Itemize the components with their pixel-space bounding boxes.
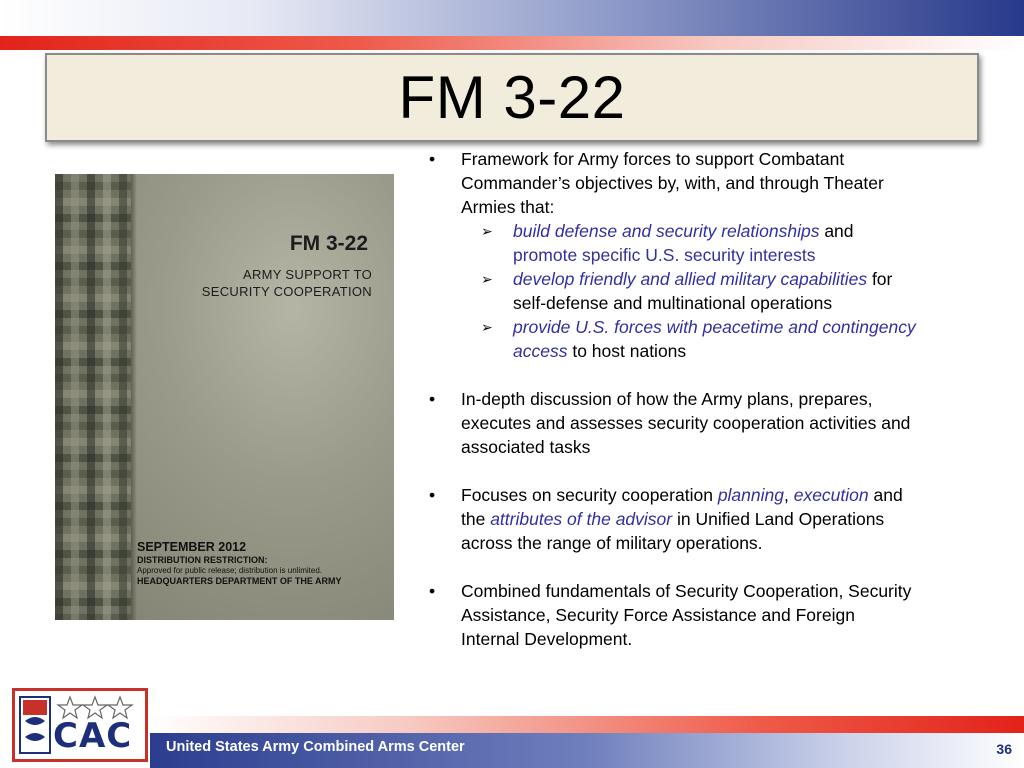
cover-approved: Approved for public release; distribution is unlimited. <box>137 566 322 575</box>
manual-cover-image <box>55 174 394 620</box>
spacer <box>425 363 985 387</box>
highlight-text: attributes of the advisor <box>490 509 673 529</box>
bullet-text: Internal Development. <box>461 629 633 649</box>
cover-fm-number: FM 3-22 <box>289 232 368 255</box>
highlight-text: access <box>513 341 568 361</box>
bullet-dot-icon: • <box>429 581 436 601</box>
bullet-text: associated tasks <box>461 437 591 457</box>
bullet-text: In-depth discussion of how the Army plans, prepares, <box>461 389 873 409</box>
plain-text: in Unified Land Operations <box>672 509 885 529</box>
bullet-line <box>461 483 985 507</box>
camouflage-spine <box>55 174 131 620</box>
bullet-item <box>425 483 985 555</box>
bullet-item <box>425 147 985 219</box>
spacer <box>425 459 985 483</box>
spacer <box>425 555 985 579</box>
plain-text: self-defense and multinational operations <box>513 293 833 313</box>
shield-top <box>23 700 47 715</box>
page-number: 36 <box>996 741 1012 757</box>
arrow-right-icon: ➢ <box>481 319 493 335</box>
bullet-text: Armies that: <box>461 197 555 217</box>
bullet-dot-icon: • <box>429 485 436 505</box>
highlight-text: build defense and security relationships <box>513 221 820 241</box>
sub-bullet-line <box>513 267 985 291</box>
bullet-text: across the range of military operations. <box>461 533 763 553</box>
star-icon <box>83 697 107 718</box>
arrow-right-icon: ➢ <box>481 271 493 287</box>
plain-text: the <box>461 509 491 529</box>
bullet-text: Commander’s objectives by, with, and through Theater <box>461 173 884 193</box>
plain-text: , <box>783 485 794 505</box>
bullet-line <box>461 507 985 531</box>
title-box <box>45 53 979 142</box>
highlight-text: planning <box>717 485 784 505</box>
plain-text: for <box>867 269 893 289</box>
plain-text: to host nations <box>567 341 687 361</box>
sub-bullet-item <box>425 315 985 363</box>
bullet-text: Combined fundamentals of Security Cooperation, Security <box>461 581 912 601</box>
bullet-list <box>425 147 985 651</box>
bullet-dot-icon: • <box>429 149 436 169</box>
cover-subtitle-line2: SECURITY COOPERATION <box>201 284 372 299</box>
bullet-text: Framework for Army forces to support Combatant <box>461 149 845 169</box>
cac-logo <box>12 688 148 762</box>
sub-bullet-item <box>425 219 985 267</box>
plain-text: and <box>819 221 854 241</box>
bullet-item <box>425 387 985 459</box>
plain-text: and <box>868 485 903 505</box>
highlight-text: execution <box>793 485 869 505</box>
bullet-text: executes and assesses security cooperation activities and <box>461 413 911 433</box>
star-icon <box>58 697 82 718</box>
plain-text: Focuses on security cooperation <box>461 485 718 505</box>
top-gradient-band <box>0 0 1024 36</box>
footer-red-stripe <box>150 716 1024 733</box>
cover-distribution: DISTRIBUTION RESTRICTION: <box>137 555 268 565</box>
top-red-stripe <box>0 36 1024 50</box>
sub-bullet-item <box>425 267 985 315</box>
highlight-text: promote specific U.S. security interests <box>513 245 816 265</box>
bullet-item <box>425 579 985 651</box>
logo-text: CAC <box>53 716 133 756</box>
sub-bullet-line <box>513 219 985 243</box>
sub-bullet-line <box>513 339 985 363</box>
slide-title: FM 3-22 <box>398 64 626 131</box>
highlight-text: develop friendly and allied military capabilities <box>513 269 868 289</box>
footer-organization: United States Army Combined Arms Center <box>166 739 465 755</box>
arrow-right-icon: ➢ <box>481 223 493 239</box>
bullet-dot-icon: • <box>429 389 436 409</box>
bullet-text: Assistance, Security Force Assistance and Foreign <box>461 605 855 625</box>
cover-subtitle <box>202 266 372 300</box>
cover-subtitle-line1: ARMY SUPPORT TO <box>242 267 372 282</box>
star-icon <box>108 697 132 718</box>
cover-headquarters: HEADQUARTERS DEPARTMENT OF THE ARMY <box>137 576 342 586</box>
cover-date: SEPTEMBER 2012 <box>137 540 247 554</box>
highlight-text: provide U.S. forces with peacetime and contingency <box>513 317 916 337</box>
